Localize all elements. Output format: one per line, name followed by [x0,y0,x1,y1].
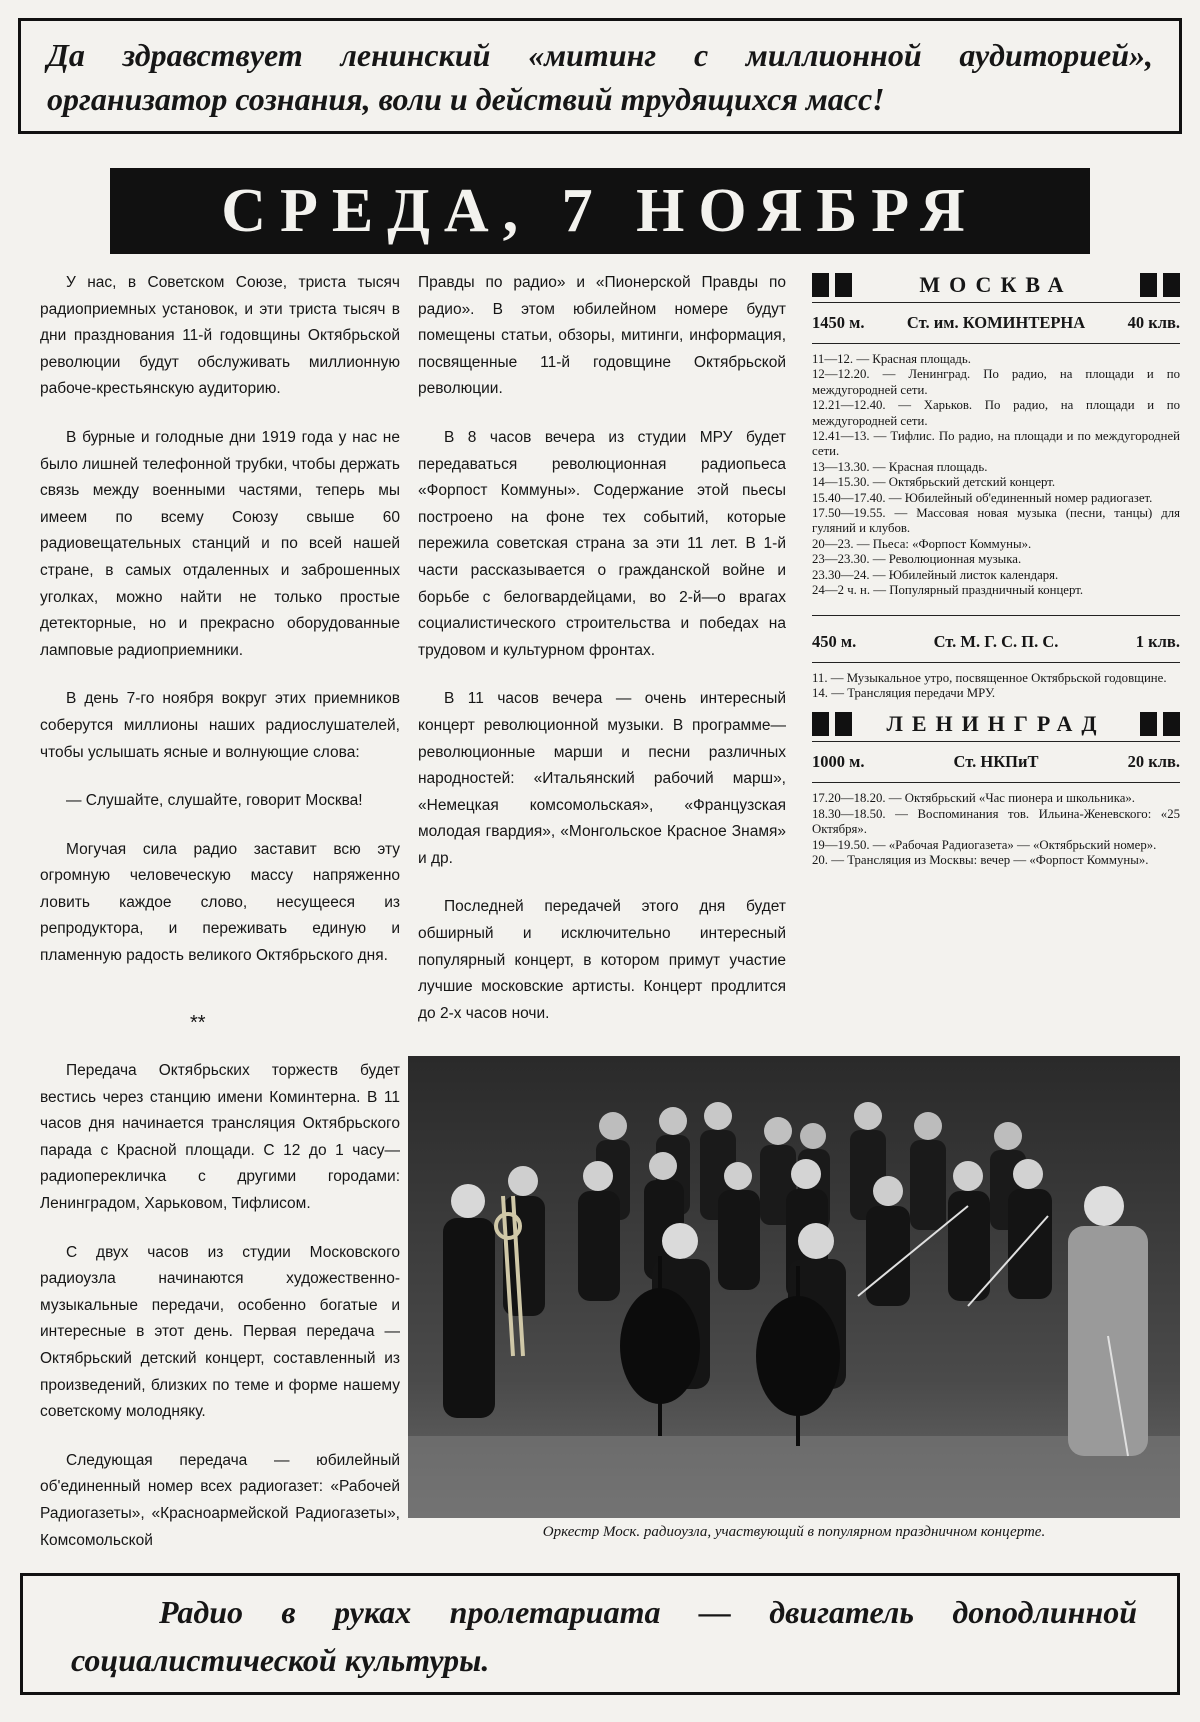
schedule-entry: 24—2 ч. н. — Популярный праздничный концерт. [812,583,1084,598]
station-name: Ст. М. Г. С. П. С. [933,631,1059,651]
schedule-entry: 17.50—19.55. — Массовая новая музыка (песни, танцы) для гуляний и клубов. [812,506,1180,536]
ornament-block [1163,273,1180,297]
paragraph: Могучая сила радио заставит всю эту огромную человеческую массу напряженно ловить каждое слово, несущееся из репродуктора, и переживать единую и пламенную радость великого Октябрьского дня. [40,840,400,965]
schedule-list [812,344,1180,605]
schedule-entry: 20—23. — Пьеса: «Форпост Коммуны». [812,536,1032,551]
schedule-list [812,663,1180,708]
schedule-entry: 14. — Трансляция передачи МРУ. [812,685,996,700]
station-line [812,622,1180,663]
ornament-block [812,712,829,736]
ornament-block [835,712,852,736]
station-wave: 1000 м. [812,752,865,772]
schedule-entry: 20. — Трансляция из Москвы: вечер — «Форпост Коммуны». [812,852,1149,867]
paragraph: Правды по радио» и «Пионерской Правды по радио». В этом юбилейном номере будут помещены статьи, обзоры, митинги, информация, посвященные 11-й годовщине Октябрьской революции. [418,274,786,398]
article-column-2 [418,270,786,1049]
station-power: 1 клв. [1135,631,1180,651]
top-slogan: Да здравствует ленинский «митинг с миллионной аудиторией», организатор сознания, воли и действий трудящихся масс! [47,37,1153,117]
paragraph: В день 7-го ноября вокруг этих приемников соберутся миллионы наших радиослушателей, чтобы услышать ясные и волнующие слова: [40,690,400,761]
paragraph: У нас, в Советском Союзе, триста тысяч радиоприемных установок, и эти триста тысяч в дни празднования 11-й годовщины Октябрьской революции будут обслуживать миллионную рабоче-крестьянскую аудиторию. [40,274,400,398]
schedule-entry: 14—15.30. — Октябрьский детский концерт. [812,475,1056,490]
ornament-block [812,273,829,297]
date-heading-bar [110,168,1090,254]
station-name: Ст. им. КОМИНТЕРНА [906,313,1086,332]
schedule-entry: 17.20—18.20. — Октябрьский «Час пионера и школьника». [812,791,1136,806]
paragraph: Передача Октябрьских торжеств будет вестись через станцию имени Коминтерна. В 11 часов дня начинается трансляция Октябрьского парада с Красной площади. С 12 до 1 часу—радиоперекличка с другими городами: Ленинградом, Харьковом, Тифлисом. [40,1062,400,1212]
paragraph: Следующая передача — юбилейный об'единенный номер всех радиогазет: «Рабочей Радиогазеты», «Красноармейской Радиогазеты», Комсомольской [40,1451,400,1549]
leningrad-heading [812,707,1180,741]
station-line [812,741,1180,783]
orchestra-photo [408,1056,1180,1518]
paragraph: С двух часов из студии Московского радиоузла начинаются художественно-музыкальные передачи, особенно богатые и интересные в этот день. Первая передача — Октябрьский детский концерт, составленный из произведений, близких по теме и форме нашему советскому молодняку. [40,1243,400,1421]
article-column-1 [40,270,400,992]
schedule-entry: 12.41—13. — Тифлис. По радио, на площади и по междугородней сети. [812,429,1180,459]
photo-caption: Оркестр Моск. радиоузла, участвующий в популярном праздничном концерте. [542,1524,1046,1540]
date-heading: СРЕДА, 7 НОЯБРЯ [221,176,979,245]
radio-program [812,268,1180,874]
station-name: Ст. НКПиТ [953,752,1039,772]
moscow-heading [812,268,1180,302]
schedule-entry: 19—19.50. — «Рабочая Радиогазета» — «Октябрьский номер». [812,837,1157,852]
city-name: МОСКВА [919,272,1073,297]
schedule-entry: 12.21—12.40. — Харьков. По радио, на площади и по междугородней сети. [812,398,1180,428]
station-power: 20 клв. [1127,752,1180,772]
station-wave: 1450 м. [812,313,865,332]
paragraph: В бурные и голодные дни 1919 года у нас не было лишней телефонной трубки, чтобы держать связь между военными частями, теперь мы имеем по всему Союзу свыше 60 радиовещательных станций и по всей нашей стране, в самых отдаленных и заброшенных уголках, можно найти не только простые детекторные, но и прекрасно оборудованные ламповые радиоприемники. [40,428,400,659]
schedule-list [812,783,1180,874]
top-slogan-box [18,18,1182,134]
schedule-entry: 23—23.30. — Революционная музыка. [812,552,1022,567]
schedule-entry: 18.30—18.50. — Воспоминания тов. Ильина-Женевского: «25 Октября». [812,806,1180,837]
schedule-entry: 13—13.30. — Красная площадь. [812,459,988,474]
schedule-entry: 11. — Музыкальное утро, посвященное Октябрьской годовщине. [812,670,1167,685]
paragraph: В 8 часов вечера из студии МРУ будет передаваться революционная радиопьеса «Форпост Коммуны». Содержание этой пьесы построено на фоне тех событий, которые пережила советская страна за эти 11 лет. В 1-й части рассказывается о гражданской войне и борьбе с белогвардейцами, во 2-й—о врагах социалистического строительства и победах на трудовом и культурном фронтах. [418,428,786,659]
ornament-block [835,273,852,297]
bottom-slogan-box [20,1573,1180,1695]
city-name: ЛЕНИНГРАД [886,711,1106,737]
ornament-block [1140,712,1157,736]
schedule-entry: 11—12. — Красная площадь. [812,352,971,366]
station-wave: 450 м. [812,631,857,651]
section-separator: ** [190,1012,206,1034]
paragraph: Последней передачей этого дня будет обширный и исключительно интересный популярный концерт, в котором примут участие лучшие московские артисты. Концерт продлится до 2-х часов ночи. [418,898,786,1022]
station-line [812,302,1180,344]
ornament-block [1140,273,1157,297]
schedule-entry: 15.40—17.40. — Юбилейный об'единенный номер радиогазет. [812,490,1153,505]
article-column-1b [40,1058,400,1576]
bottom-slogan: Радио в руках пролетариата — двигатель доподлинной социалистической культуры. [71,1594,1137,1678]
paragraph: В 11 часов вечера — очень интересный концерт революционной музыки. В программе—революционные марши и песни различных народностей: «Итальянский рабочий марш», «Немецкая комсомольская», «Французская молодая гвардия», «Монгольское Красное Знамя» и др. [418,690,786,867]
divider [812,615,1180,616]
paragraph: — Слушайте, слушайте, говорит Москва! [66,792,363,810]
schedule-entry: 12—12.20. — Ленинград. По радио, на площади и по междугородней сети. [812,367,1180,397]
schedule-entry: 23.30—24. — Юбилейный листок календаря. [812,567,1059,582]
orchestra-illustration [408,1056,1180,1518]
station-power: 40 клв. [1127,313,1180,332]
ornament-block [1163,712,1180,736]
